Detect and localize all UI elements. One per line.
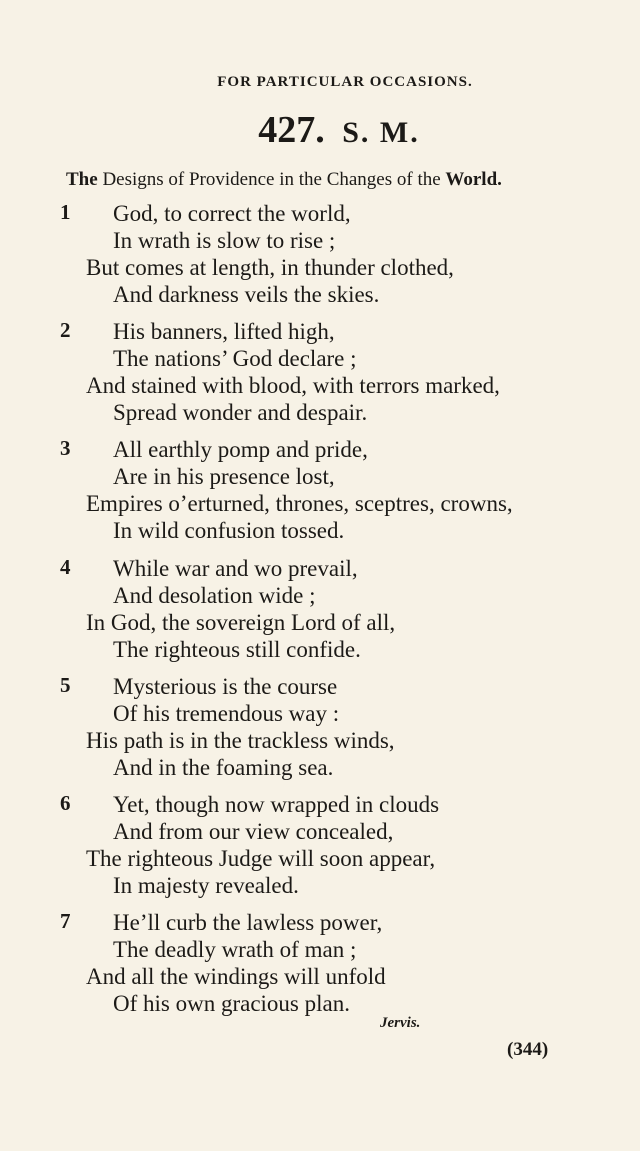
verse-line: And stained with blood, with terrors marked, bbox=[86, 373, 500, 398]
verse-line: While war and wo prevail, bbox=[113, 556, 358, 581]
verse-line: And from our view concealed, bbox=[113, 819, 394, 844]
hymn-title-first: The bbox=[66, 169, 98, 190]
verse-line: God, to correct the world, bbox=[113, 201, 351, 226]
verse-line: His banners, lifted high, bbox=[113, 319, 335, 344]
hymn-meter: S. M. bbox=[342, 116, 420, 149]
verse-line: Are in his presence lost, bbox=[113, 464, 335, 489]
verse-line: Of his own gracious plan. bbox=[113, 991, 350, 1016]
hymn-title-last: World. bbox=[445, 169, 502, 190]
verse-line: His path is in the trackless winds, bbox=[86, 728, 395, 753]
verse-line: All earthly pomp and pride, bbox=[113, 437, 368, 462]
page-number: (344) bbox=[507, 1039, 549, 1060]
verse-line: But comes at length, in thunder clothed, bbox=[86, 255, 454, 280]
verse-number: 5 bbox=[60, 673, 71, 697]
verse-line: The deadly wrath of man ; bbox=[113, 937, 357, 962]
verse-line: The nations’ God declare ; bbox=[113, 346, 357, 371]
hymn-author: Jervis. bbox=[380, 1015, 421, 1031]
verse-number: 4 bbox=[60, 555, 71, 579]
verse-number: 7 bbox=[60, 909, 71, 933]
verse-line: And darkness veils the skies. bbox=[113, 282, 380, 307]
verse-line: The righteous still confide. bbox=[113, 637, 361, 662]
verse-line: In majesty revealed. bbox=[113, 873, 299, 898]
verse-line: Of his tremendous way : bbox=[113, 701, 340, 726]
hymn-number: 427. bbox=[258, 109, 325, 151]
verse-line: And all the windings will unfold bbox=[86, 964, 386, 989]
hymn-heading bbox=[0, 108, 640, 152]
verse-number: 3 bbox=[60, 436, 71, 460]
hymn-title bbox=[66, 169, 502, 191]
verse-line: And desolation wide ; bbox=[113, 583, 316, 608]
verse-line: And in the foaming sea. bbox=[113, 755, 334, 780]
verse-line: He’ll curb the lawless power, bbox=[113, 910, 383, 935]
hymn-title-middle: Designs of Providence in the Changes of the bbox=[97, 169, 446, 190]
verse-line: In wrath is slow to rise ; bbox=[113, 228, 336, 253]
verse-line: Empires o’erturned, thrones, sceptres, crowns, bbox=[86, 491, 513, 516]
verse-line: In God, the sovereign Lord of all, bbox=[86, 610, 396, 635]
verse-line: Yet, though now wrapped in clouds bbox=[113, 792, 440, 817]
verse-line: The righteous Judge will soon appear, bbox=[86, 846, 436, 871]
verse-line: In wild confusion tossed. bbox=[113, 518, 345, 543]
verse-line: Spread wonder and despair. bbox=[113, 400, 368, 425]
verse-line: Mysterious is the course bbox=[113, 674, 338, 699]
verse-number: 2 bbox=[60, 318, 71, 342]
verse-number: 6 bbox=[60, 791, 71, 815]
verse-number: 1 bbox=[60, 200, 71, 224]
running-head: FOR PARTICULAR OCCASIONS. bbox=[217, 74, 473, 90]
